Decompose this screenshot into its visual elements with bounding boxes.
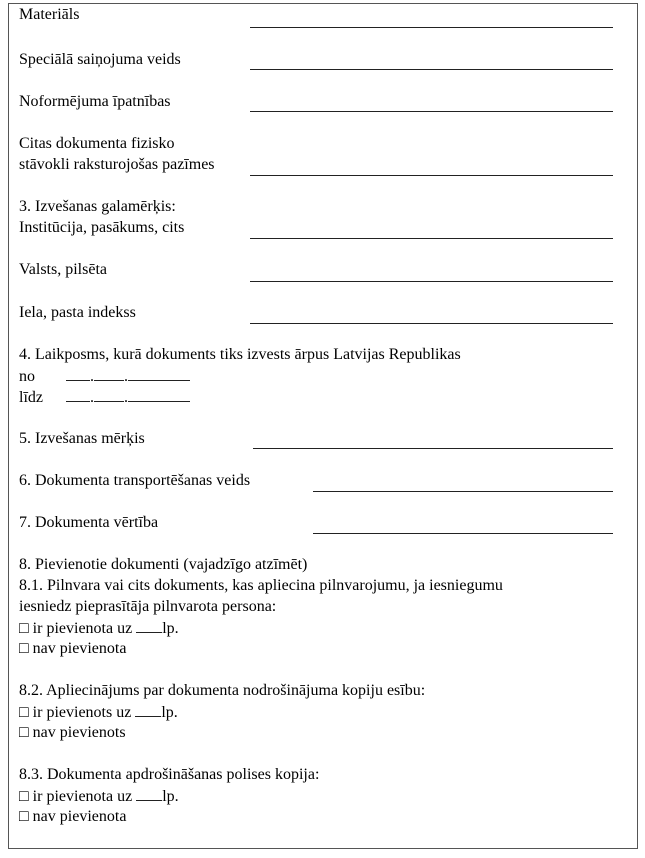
option-label: ir pievienota uz bbox=[32, 620, 133, 637]
section4-heading: 4. Laikposms, kurā dokuments tiks izvests ārpus Latvijas Republikas bbox=[19, 346, 461, 363]
s82-line1: 8.2. Apliecinājums par dokumenta nodrošinājuma kopiju esību: bbox=[19, 682, 426, 699]
section3-heading: 3. Izvešanas galamērķis: bbox=[19, 198, 176, 215]
street-label: Iela, pasta indekss bbox=[19, 304, 136, 321]
date-to-row bbox=[19, 387, 190, 408]
from-year[interactable] bbox=[128, 366, 190, 381]
section8-heading: 8. Pievienotie dokumenti (vajadzīgo atzīmēt) bbox=[19, 556, 308, 573]
checkbox[interactable]: □ bbox=[19, 620, 29, 637]
transport-label: 6. Dokumenta transportēšanas veids bbox=[19, 472, 251, 489]
transport-field[interactable] bbox=[313, 491, 613, 492]
from-day[interactable] bbox=[66, 366, 90, 381]
s81-line1: 8.1. Pilnvara vai cits dokuments, kas apliecina pilnvarojumu, ja iesniegumu bbox=[19, 577, 503, 594]
purpose-field[interactable] bbox=[253, 448, 613, 449]
option-label: ir pievienota uz bbox=[32, 788, 133, 805]
sep: . bbox=[124, 368, 128, 385]
date-from-row bbox=[19, 366, 190, 387]
pages-unit: lp. bbox=[162, 788, 179, 805]
sep: . bbox=[124, 389, 128, 406]
pages-unit: lp. bbox=[162, 620, 179, 637]
s81-line2: iesniedz pieprasītāja pilnvarota persona: bbox=[19, 598, 277, 615]
s83-option-not-attached bbox=[19, 807, 126, 827]
checkbox[interactable]: □ bbox=[19, 704, 29, 721]
s82-option-not-attached bbox=[19, 723, 126, 743]
condition-field[interactable] bbox=[250, 175, 613, 176]
option-label: ir pievienots uz bbox=[32, 704, 132, 721]
country-field[interactable] bbox=[250, 281, 613, 282]
value-field[interactable] bbox=[313, 533, 613, 534]
option-label: nav pievienots bbox=[32, 724, 126, 741]
pages-unit: lp. bbox=[161, 704, 178, 721]
s83-line1: 8.3. Dokumenta apdrošināšanas polises kopija: bbox=[19, 766, 320, 783]
to-year[interactable] bbox=[128, 387, 190, 402]
institution-field[interactable] bbox=[250, 238, 613, 239]
purpose-label: 5. Izvešanas mērķis bbox=[19, 430, 145, 447]
from-label: no bbox=[19, 368, 35, 385]
checkbox[interactable]: □ bbox=[19, 808, 29, 825]
to-day[interactable] bbox=[66, 387, 90, 402]
s81-option-not-attached bbox=[19, 639, 126, 659]
to-month[interactable] bbox=[94, 387, 124, 402]
sep: . bbox=[90, 389, 94, 406]
checkbox[interactable]: □ bbox=[19, 788, 29, 805]
design-field[interactable] bbox=[250, 111, 613, 112]
s83-option-attached bbox=[19, 786, 179, 807]
condition-label-1: Citas dokumenta fizisko bbox=[19, 135, 175, 152]
pages-field[interactable] bbox=[136, 786, 162, 801]
institution-label: Institūcija, pasākums, cits bbox=[19, 219, 185, 236]
materials-field[interactable] bbox=[250, 27, 613, 28]
pages-field[interactable] bbox=[135, 702, 161, 717]
s81-option-attached bbox=[19, 618, 179, 639]
pages-field[interactable] bbox=[136, 618, 162, 633]
option-label: nav pievienota bbox=[32, 640, 127, 657]
country-label: Valsts, pilsēta bbox=[19, 261, 107, 278]
from-month[interactable] bbox=[94, 366, 124, 381]
packaging-field[interactable] bbox=[250, 69, 613, 70]
option-label: nav pievienota bbox=[32, 808, 127, 825]
checkbox[interactable]: □ bbox=[19, 724, 29, 741]
checkbox[interactable]: □ bbox=[19, 640, 29, 657]
to-label: līdz bbox=[19, 389, 43, 406]
materials-label: Materiāls bbox=[19, 6, 80, 23]
s82-option-attached bbox=[19, 702, 178, 723]
value-label: 7. Dokumenta vērtība bbox=[19, 514, 159, 531]
packaging-label: Speciālā saiņojuma veids bbox=[19, 51, 181, 68]
sep: . bbox=[90, 368, 94, 385]
street-field[interactable] bbox=[250, 323, 613, 324]
design-label: Noformējuma īpatnības bbox=[19, 93, 171, 110]
condition-label-2: stāvokli raksturojošas pazīmes bbox=[19, 156, 215, 173]
